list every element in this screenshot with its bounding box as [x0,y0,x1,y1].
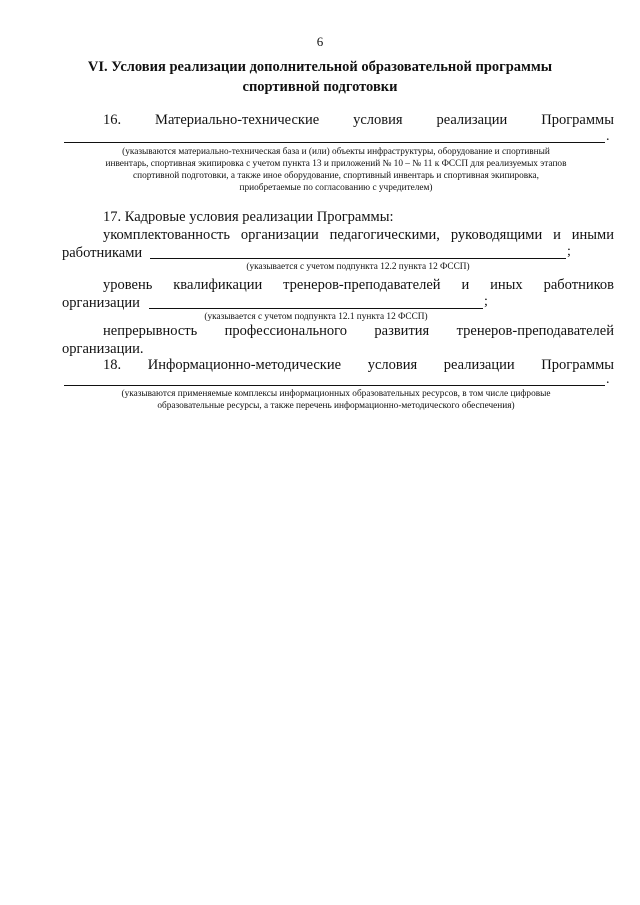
item-17-a-cont: работниками [62,245,143,261]
item-18-number: 18. [103,357,122,373]
item-17-c-word: тренеров-преподавателей [456,323,614,339]
item-17-a-note: (указывается с учетом подпункта 12.2 пункта 12 ФССП) [246,262,470,272]
item-18-fill-line [64,385,605,386]
item-17-b-word: работников [543,277,614,293]
item-18-note [64,388,608,412]
item-16-number: 16. [103,112,122,128]
item-17-b-word: квалификации [173,277,263,293]
item-18-line [103,356,614,374]
item-18-note-line: (указываются применяемые комплексы информационных образовательных ресурсов, в том числе цифровые [121,389,551,399]
item-16-note [64,146,608,194]
item-17-c-word: непрерывность [103,323,198,339]
item-17-a-line [103,226,614,244]
item-17-b-line [103,276,614,294]
item-17-b-word: иных [490,277,523,293]
item-18-word: реализации [443,357,515,373]
item-16-word: Материально-технические [155,112,320,128]
item-17-b-semicolon: ; [484,294,488,309]
item-16-word: реализации [436,112,508,128]
page-number: 6 [316,34,324,49]
item-17-c-cont: организации. [62,341,144,357]
item-17-b-fill-line [149,308,483,309]
item-18-word: условия [367,357,418,373]
item-17-a-word: педагогическими, [329,227,440,243]
item-17-b-word: уровень [103,277,153,293]
item-18-note-line: образовательные ресурсы, а также перечень информационно-методического обеспечения) [157,401,515,411]
item-17-title: 17. Кадровые условия реализации Программы: [103,209,394,225]
item-18-word: Информационно-методические [147,357,342,373]
item-17-a-word: иными [571,227,614,243]
item-17-a-word: руководящими [450,227,543,243]
item-16-note-line: инвентарь, спортивная экипировка с учетом пункта 13 и приложений № 10 – № 11 к ФССП для реализуемых этапов [105,159,567,169]
section-heading [60,57,580,97]
item-17-a-word: укомплектованность [103,227,230,243]
item-17-b-word: тренеров-преподавателей [283,277,441,293]
section-heading-line-1: VI. Условия реализации дополнительной образовательной программы [87,59,553,75]
item-16-fill-line [64,142,605,143]
item-17-c-word: профессионального [224,323,348,339]
item-16-line [103,111,614,129]
item-17-b-note: (указывается с учетом подпункта 12.1 пункта 12 ФССП) [204,312,428,322]
item-16-note-line: (указываются материально-техническая база и (или) объекты инфраструктуры, оборудование и спортивный [122,147,550,157]
item-16-period: . [606,129,610,144]
item-17-c-line [103,322,614,340]
item-17-a-semicolon: ; [567,244,571,259]
item-16-note-line: приобретаемые по согласованию с учредителем) [239,183,433,193]
item-17-b-word: и [461,277,470,293]
item-18-period: . [606,372,610,387]
item-18-word: Программы [541,357,614,373]
item-17-c-word: развития [374,323,430,339]
item-16-word: Программы [541,112,614,128]
item-17-b-cont: организации [62,295,140,311]
item-16-note-line: спортивной подготовки, а также иное оборудование, спортивный инвентарь и спортивная экипировка, [132,171,540,181]
item-16-word: условия [353,112,403,128]
section-heading-line-2: спортивной подготовки [242,79,398,95]
item-17-a-fill-line [150,258,566,259]
item-17-a-word: и [553,227,561,243]
item-17-a-word: организации [240,227,319,243]
